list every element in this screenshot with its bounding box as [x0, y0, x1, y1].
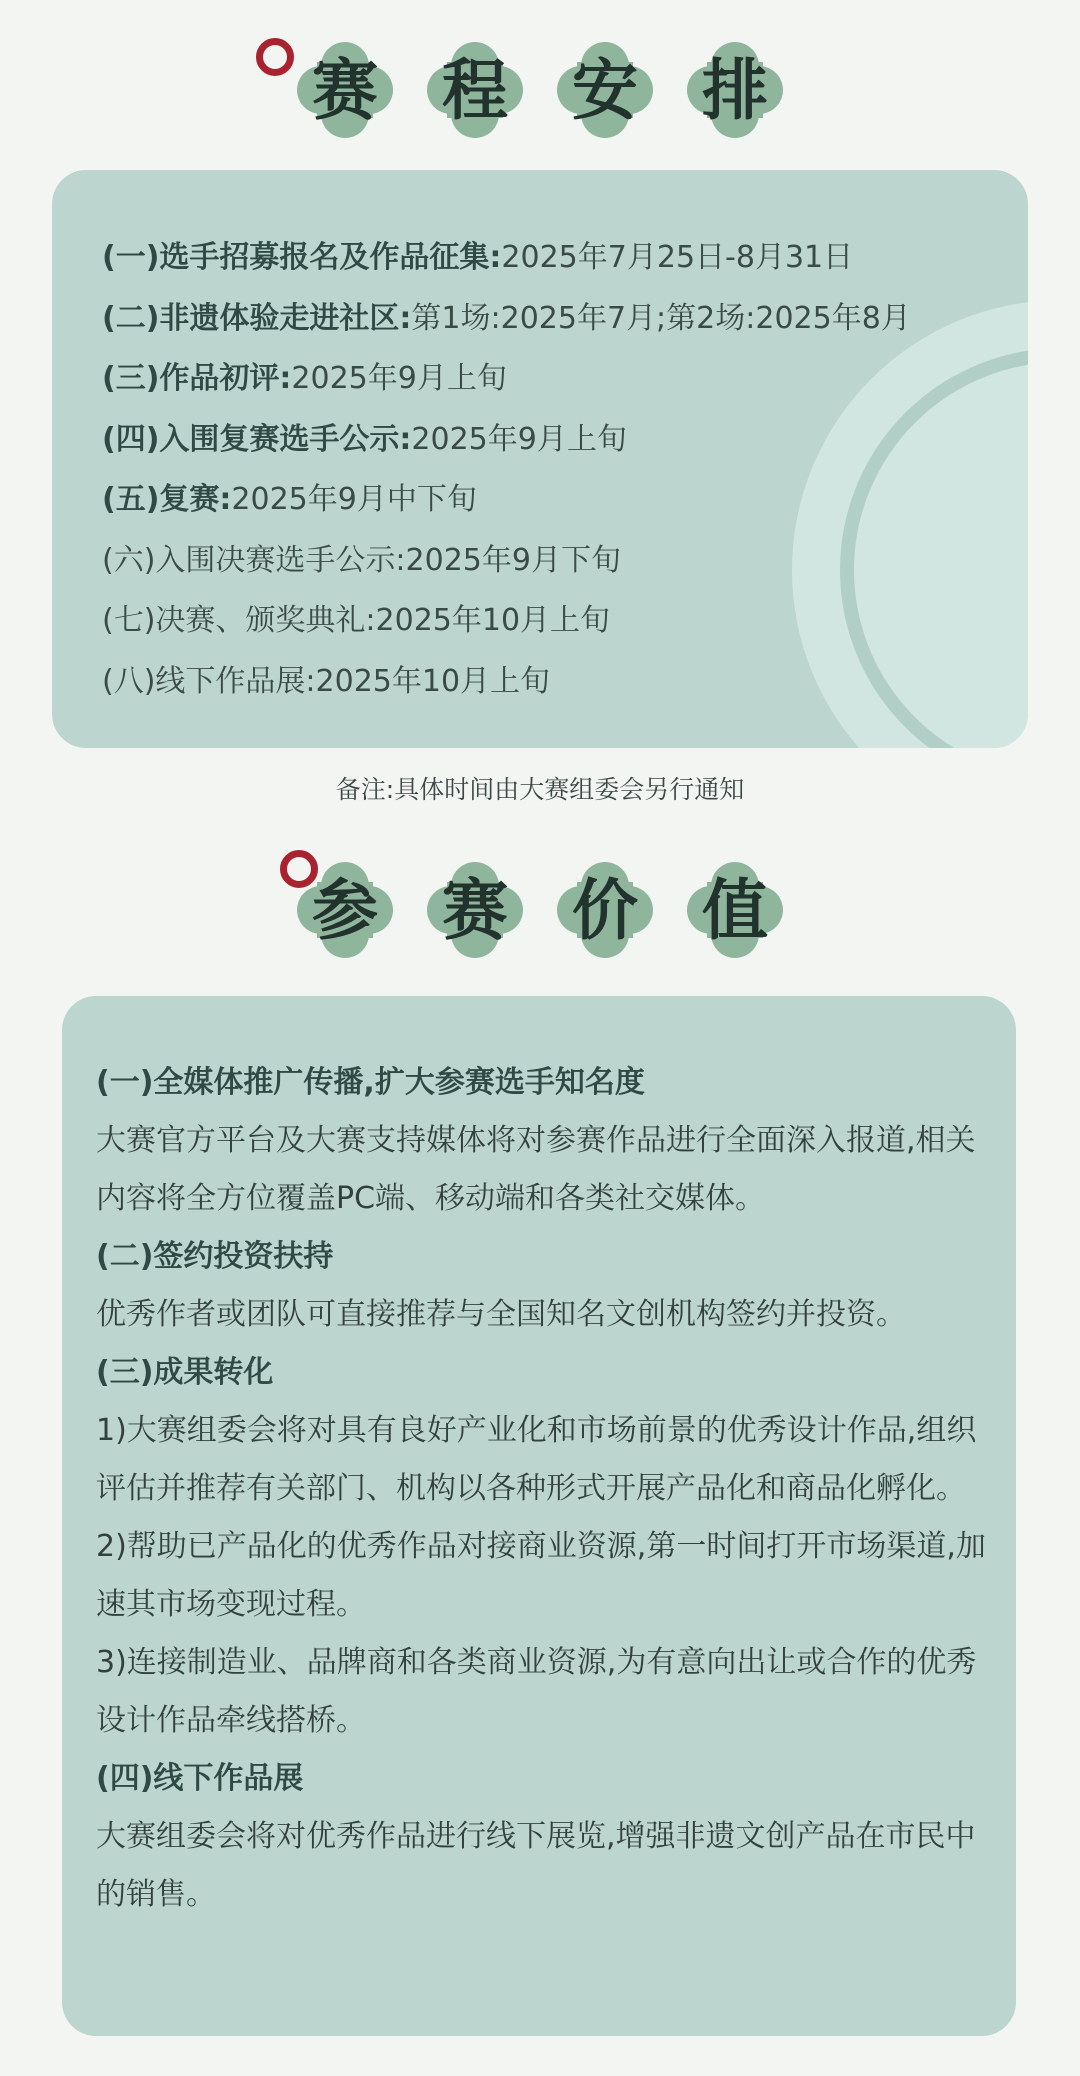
value-paragraph: 1)大赛组委会将对具有良好产业化和市场前景的优秀设计作品,组织评估并推荐有关部门、机构以各种形式开展产品化和商品化孵化。 [96, 1413, 977, 1506]
title-char: 参 [312, 871, 378, 949]
title-tile [555, 40, 655, 140]
schedule-item: (二)非遗体验走进社区:第1场:2025年7月;第2场:2025年8月 [102, 300, 911, 336]
schedule-item: (七)决赛、颁奖典礼:2025年10月上旬 [102, 603, 611, 638]
schedule-note: 备注:具体时间由大赛组委会另行通知 [335, 775, 745, 804]
value-heading [0, 850, 1080, 970]
title-char: 程 [442, 51, 508, 129]
title-tile [425, 40, 525, 140]
value-heading-3: (三)成果转化 [96, 1355, 274, 1390]
value-heading-1: (一)全媒体推广传播,扩大参赛选手知名度 [96, 1065, 645, 1100]
title-tile [685, 860, 785, 960]
title-char: 安 [572, 51, 638, 129]
value-paragraph: 优秀作者或团队可直接推荐与全国知名文创机构签约并投资。 [96, 1297, 906, 1332]
title-tile [555, 860, 655, 960]
title-char: 值 [702, 871, 768, 949]
schedule-item: (三)作品初评:2025年9月上旬 [102, 361, 507, 396]
schedule-list [102, 228, 911, 712]
title-char: 价 [572, 871, 638, 949]
value-paragraph: 大赛组委会将对优秀作品进行线下展览,增强非遗文创产品在市民中的销售。 [96, 1819, 976, 1912]
value-panel [62, 996, 1016, 2036]
title-tile [295, 860, 395, 960]
schedule-item: (八)线下作品展:2025年10月上旬 [102, 663, 551, 699]
title-char: 排 [702, 51, 768, 129]
value-content [96, 1054, 986, 1924]
schedule-panel [52, 170, 1028, 748]
value-heading-2: (二)签约投资扶持 [96, 1239, 334, 1274]
value-paragraph: 3)连接制造业、品牌商和各类商业资源,为有意向出让或合作的优秀设计作品牵线搭桥。 [96, 1645, 977, 1738]
schedule-item: (五)复赛:2025年9月中下旬 [102, 482, 477, 517]
schedule-item: (四)入围复赛选手公示:2025年9月上旬 [102, 421, 627, 457]
title-tile [425, 860, 525, 960]
schedule-item: (一)选手招募报名及作品征集:2025年7月25日-8月31日 [102, 240, 854, 275]
schedule-heading [0, 30, 1080, 150]
title-char: 赛 [442, 871, 508, 949]
value-heading-4: (四)线下作品展 [96, 1761, 304, 1796]
value-paragraph: 大赛官方平台及大赛支持媒体将对参赛作品进行全面深入报道,相关内容将全方位覆盖PC端、移动端和各类社交媒体。 [96, 1123, 976, 1216]
schedule-item: (六)入围决赛选手公示:2025年9月下旬 [102, 542, 621, 578]
title-tile [685, 40, 785, 140]
value-paragraph: 2)帮助已产品化的优秀作品对接商业资源,第一时间打开市场渠道,加速其市场变现过程。 [96, 1529, 986, 1622]
title-char: 赛 [312, 51, 378, 129]
title-tile [295, 40, 395, 140]
